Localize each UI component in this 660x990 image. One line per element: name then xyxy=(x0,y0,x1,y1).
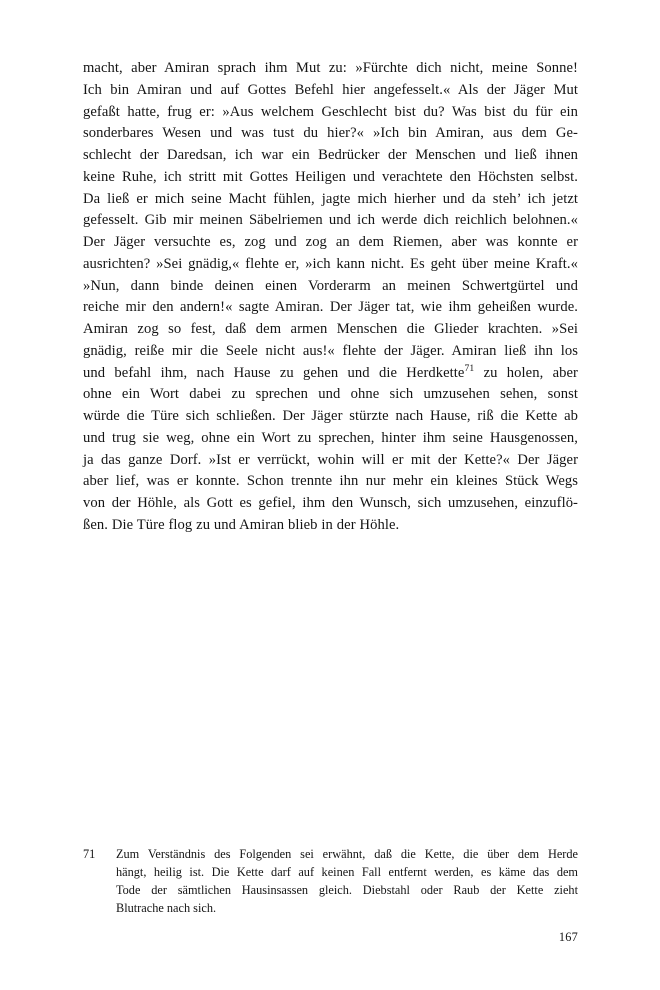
text-line: Der Jäger versuchte es, zog und zog an dem Riemen, aber was konnte er xyxy=(83,234,578,250)
text-line: würde die Türe sich schließen. Der Jäger stürzte nach Hause, riß die Kette ab xyxy=(83,408,578,424)
text-line: aber lief, was er konnte. Schon trennte ihn nur mehr ein kleines Stück Wegs xyxy=(83,473,578,490)
text-line: Da ließ er mich seine Macht fühlen, jagte mich hierher und da steh’ ich jetzt xyxy=(83,190,578,207)
text-line: und trug sie weg, ohne ein Wort zu sprechen, hinter ihm seine Hausgenossen, xyxy=(83,429,578,446)
text-line: macht, aber Amiran sprach ihm Mut zu: »Fürchte dich nicht, meine Sonne! xyxy=(83,60,578,76)
text-line: und befahl ihm, nach Hause zu gehen und die Herdkette$^{71}$ zu holen, aber xyxy=(83,362,578,381)
text-line: keine Ruhe, ich stritt mit Gottes Heiligen und verachtete den Höchsten selbst. xyxy=(83,168,578,185)
text-line: ausrichten? »Sei gnädig,« flehte er, »ich kann nicht. Es geht über meine Kraft.« xyxy=(83,255,578,272)
text-line: »Nun, dann binde deinen einen Vorderarm an meinen Schwertgürtel und xyxy=(83,277,578,294)
footnote-number: 71 xyxy=(83,847,96,861)
footnote-block xyxy=(83,845,578,917)
text-line: ßen. Die Türe flog zu und Amiran blieb in der Höhle. xyxy=(83,516,400,533)
body-paragraph xyxy=(83,58,578,537)
footnote-71 xyxy=(83,845,578,917)
text-line: Zum Verständnis des Folgenden sei erwähnt, daß die Kette, die über dem Herde xyxy=(116,847,578,861)
text-line: Ich bin Amiran und auf Gottes Befehl hier angefesselt.« Als der Jäger Mut xyxy=(83,81,578,98)
main-text-block xyxy=(83,58,578,537)
text-line: gefaßt hatte, frug er: »Aus welchem Geschlecht bist du? Was bist du für ein xyxy=(83,103,578,120)
text-line: von der Höhle, als Gott es gefiel, ihm den Wunsch, sich umzusehen, einzuflö- xyxy=(83,495,578,511)
footnote-text xyxy=(116,845,578,917)
text-line: ohne ein Wort dabei zu sprechen und ohne sich umzusehen sehen, sonst xyxy=(83,386,578,403)
page-number: 167 xyxy=(558,930,578,944)
text-line: Amiran zog so fest, daß dem armen Menschen die Glieder krachten. »Sei xyxy=(83,321,578,337)
text-line: gnädig, reiße mir die Seele nicht aus!« flehte der Jäger. Amiran ließ ihn los xyxy=(83,342,578,359)
text-line: Tode der sämtlichen Hausinsassen gleich. Diebstahl oder Raub der Kette zieht xyxy=(116,883,578,898)
text-line: schlecht der Daredsan, ich war ein Bedrücker der Menschen und ließ ihnen xyxy=(83,147,578,163)
text-line: gefesselt. Gib mir meinen Säbelriemen und ich werde dich reichlich belohnen.« xyxy=(83,212,578,229)
text-line: reiche mir den andern!« sagte Amiran. Der Jäger tat, wie ihm geheißen wurde. xyxy=(83,299,578,316)
footnote-reference[interactable]: 71 xyxy=(464,362,475,374)
text-line: Blutrache nach sich. xyxy=(116,901,217,916)
text-line: sonderbares Wesen und was tust du hier?« »Ich bin Amiran, aus dem Ge- xyxy=(83,125,578,142)
text-line: ja das ganze Dorf. »Ist er verrückt, wohin will er mit der Kette?« Der Jäger xyxy=(83,451,578,468)
text-line: hängt, heilig ist. Die Kette darf auf keinen Fall entfernt werden, es käme das dem xyxy=(116,865,578,880)
